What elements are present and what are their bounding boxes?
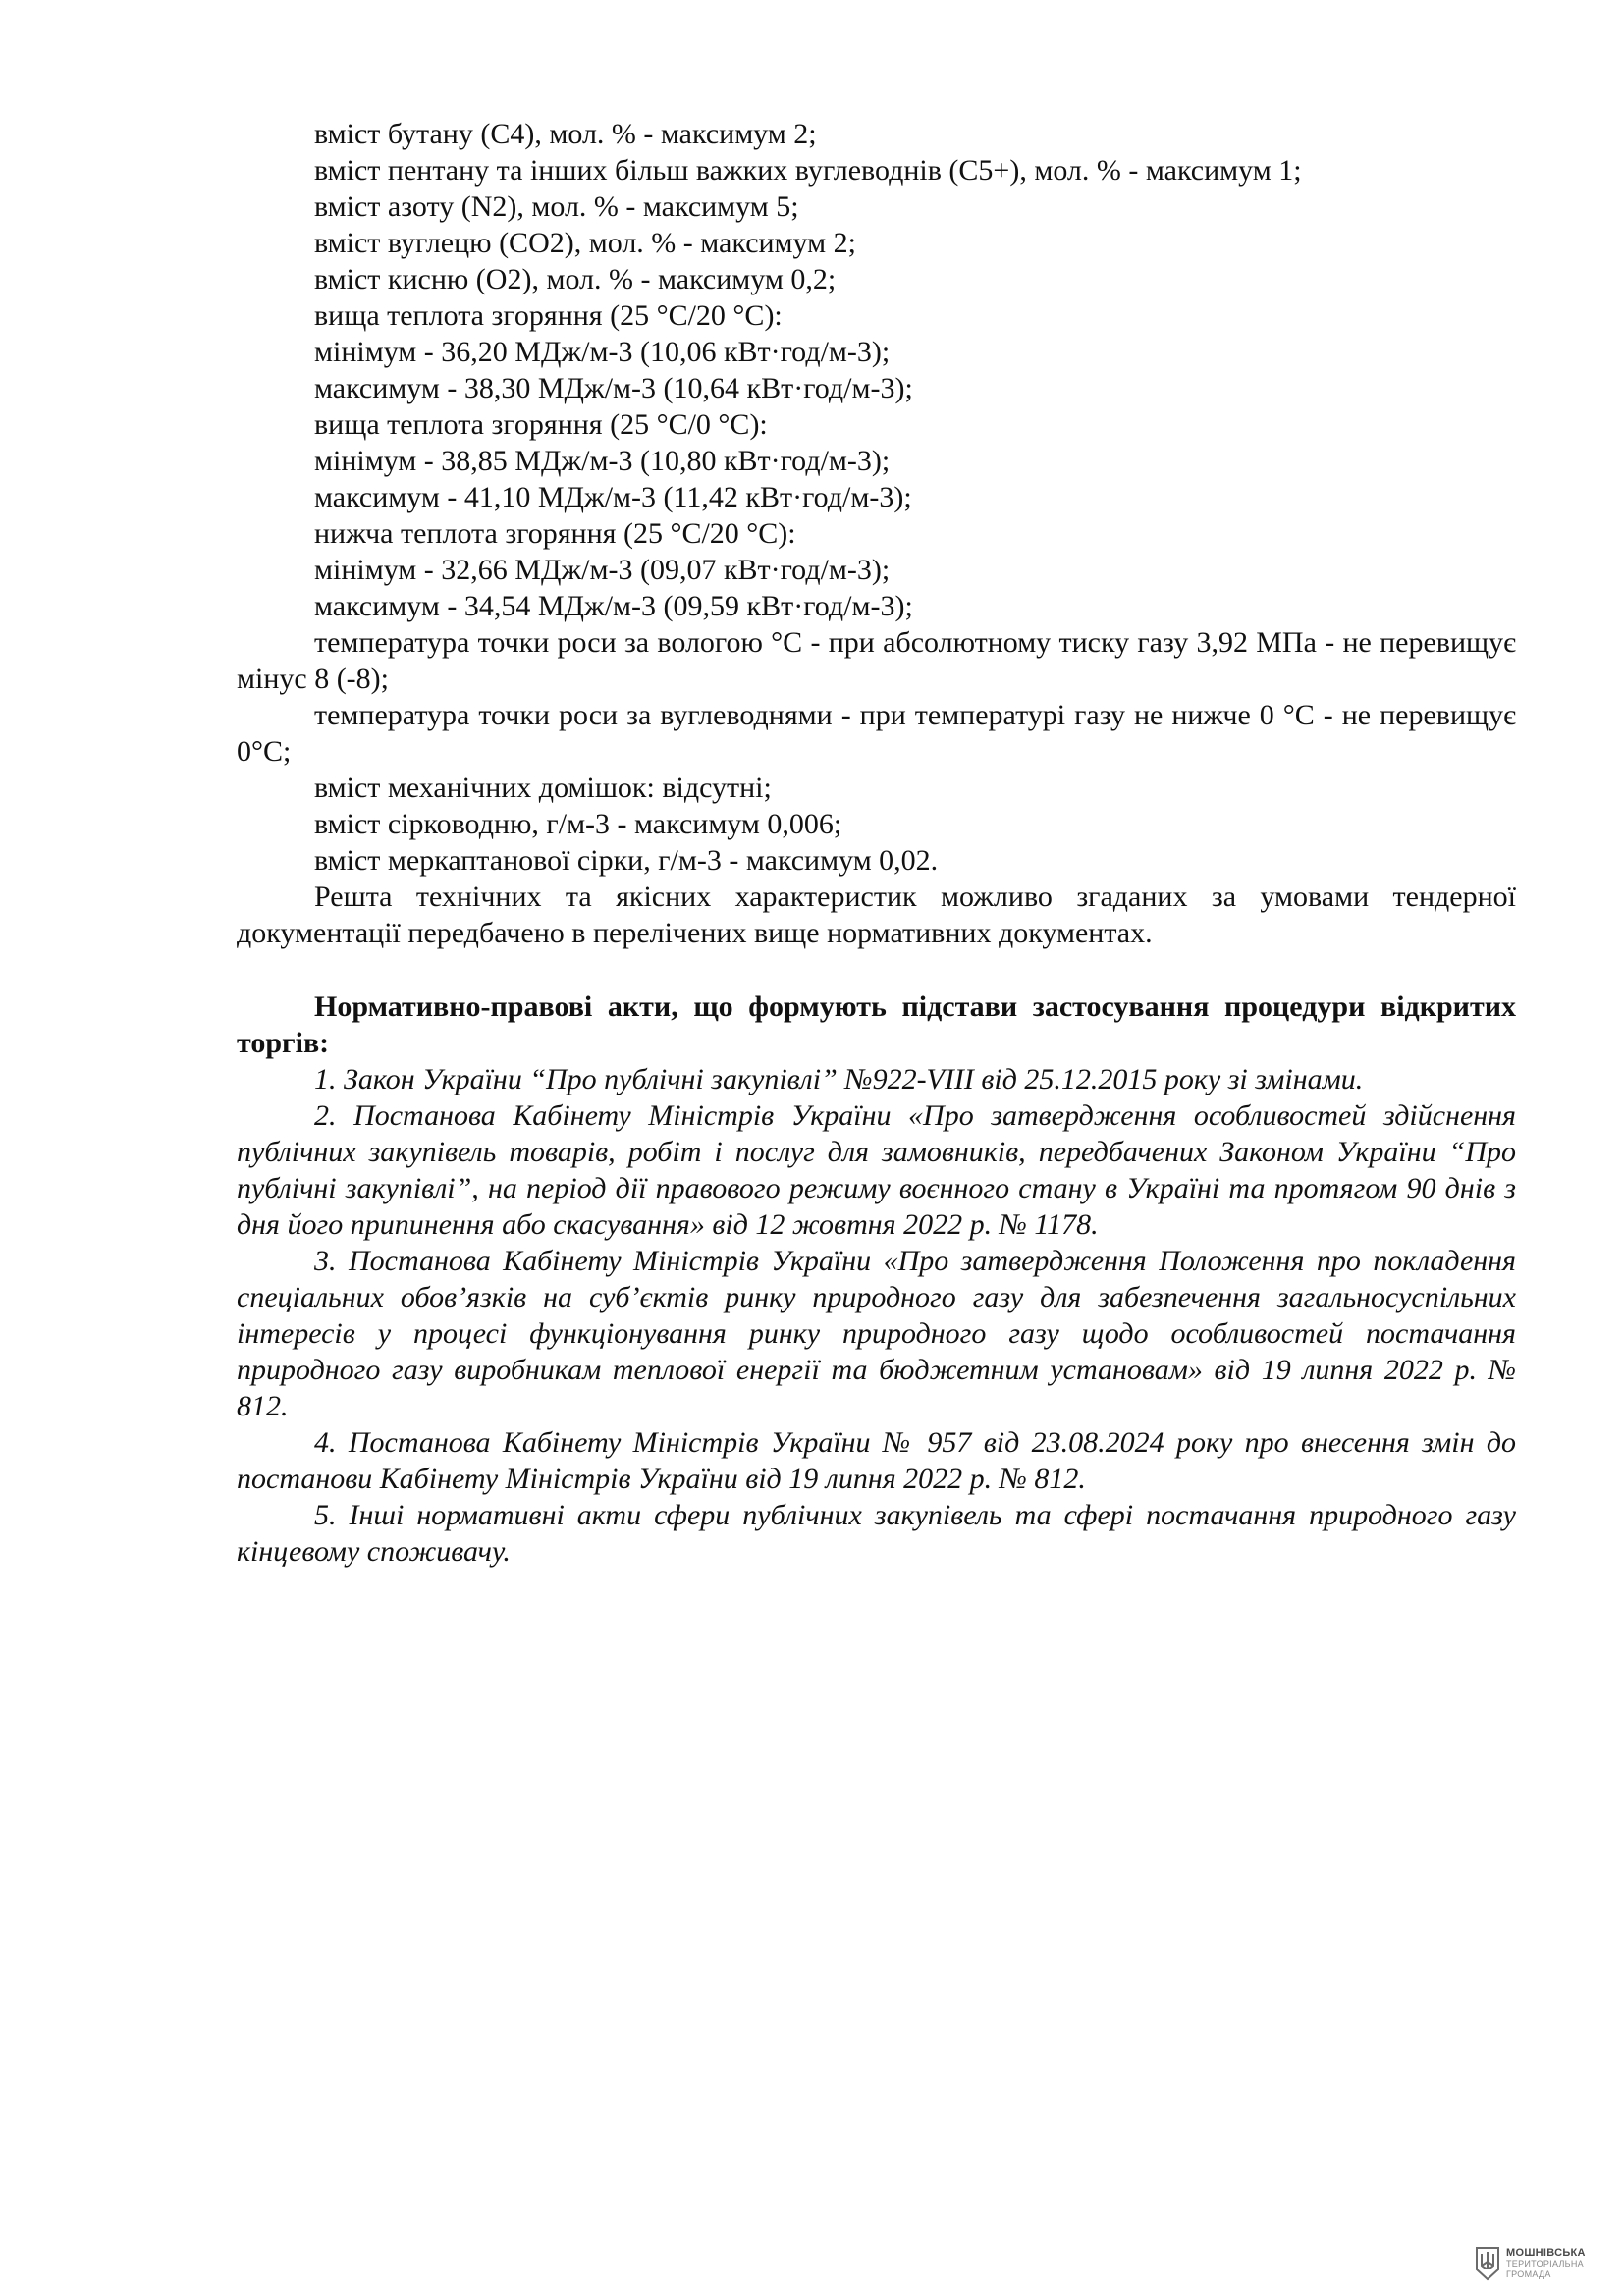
spec-pentane: вміст пентану та інших більш важких вуглеводнів (С5+), мол. % - максимум 1; <box>314 154 1302 187</box>
spec-gross-heat-20: вища теплота згоряння (25 °С/20 °С): <box>314 299 783 332</box>
spec-net-heat-20-min: мінімум - 32,66 МДж/м-3 (09,07 кВт·год/м-3); <box>314 554 891 586</box>
document-body <box>237 116 1516 1570</box>
remaining-characteristics-note: Решта технічних та якісних характеристик можливо згаданих за умовами тендерної документації передбачено в перелічених вище нормативних документах. <box>237 881 1516 949</box>
spec-dew-point-moisture: температура точки роси за вологою °С - при абсолютному тиску газу 3,92 МПа - не перевищує мінус 8 (-8); <box>237 626 1516 695</box>
spec-gross-heat-20-max: максимум - 38,30 МДж/м-3 (10,64 кВт·год/м-3); <box>314 372 913 404</box>
legal-acts-heading: Нормативно-правові акти, що формують підстави застосування процедури відкритих торгів: <box>237 990 1516 1059</box>
community-logo <box>1475 2246 1586 2281</box>
spec-mechanical-impurities: вміст механічних домішок: відсутні; <box>314 772 772 804</box>
logo-subtitle: ТЕРИТОРІАЛЬНА <box>1506 2258 1584 2269</box>
legal-act-item: 2. Постанова Кабінету Міністрів України «Про затвердження особливостей здійснення публічних закупівель товарів, робіт і послуг для замовників, передбачених Законом України “Про публічні закупівлі”, на період дії правового режиму воєнного стану в Україні та протягом 90 днів з дня його припинення або скасування» від 12 жовтня 2022 р. № 1178. <box>237 1099 1516 1241</box>
spec-net-heat-20: нижча теплота згоряння (25 °С/20 °С): <box>314 517 796 550</box>
spec-mercaptan-sulfur: вміст меркаптанової сірки, г/м-3 - максимум 0,02. <box>314 844 939 877</box>
section-spacer <box>237 951 1516 988</box>
legal-act-item: 4. Постанова Кабінету Міністрів України № 957 від 23.08.2024 року про внесення змін до постанови Кабінету Міністрів України від 19 липня 2022 р. № 812. <box>237 1426 1516 1495</box>
logo-name: МОШНІВСЬКА <box>1506 2246 1586 2259</box>
logo-subtitle: ГРОМАДА <box>1506 2269 1551 2279</box>
spec-gross-heat-20-min: мінімум - 36,20 МДж/м-3 (10,06 кВт·год/м-3); <box>314 336 891 368</box>
legal-act-item: 3. Постанова Кабінету Міністрів України «Про затвердження Положення про покладення спеціальних обов’язків на суб’єктів ринку природного газу для забезпечення загальносуспільних інтересів у процесі функціонування ринку природного газу щодо особливостей постачання природного газу виробникам теплової енергії та бюджетним установам» від 19 липня 2022 р. № 812. <box>237 1245 1516 1422</box>
spec-gross-heat-0-max: максимум - 41,10 МДж/м-3 (11,42 кВт·год/м-3); <box>314 481 912 513</box>
spec-net-heat-20-max: максимум - 34,54 МДж/м-3 (09,59 кВт·год/м-3); <box>314 590 913 622</box>
trident-emblem-icon <box>1475 2246 1500 2281</box>
spec-carbon-dioxide: вміст вуглецю (СО2), мол. % - максимум 2; <box>314 227 856 259</box>
spec-dew-point-hydrocarbons: температура точки роси за вуглеводнями - при температурі газу не нижче 0 °С - не перевищує 0°С; <box>237 699 1516 768</box>
spec-butane: вміст бутану (С4), мол. % - максимум 2; <box>314 118 817 150</box>
spec-gross-heat-0: вища теплота згоряння (25 °С/0 °С): <box>314 408 768 441</box>
spec-oxygen: вміст кисню (О2), мол. % - максимум 0,2; <box>314 263 837 295</box>
logo-text <box>1506 2248 1586 2280</box>
legal-act-item: 5. Інші нормативні акти сфери публічних закупівель та сфері постачання природного газу кінцевому споживачу. <box>237 1499 1516 1568</box>
spec-nitrogen: вміст азоту (N2), мол. % - максимум 5; <box>314 190 799 223</box>
spec-hydrogen-sulfide: вміст сірководню, г/м-3 - максимум 0,006; <box>314 808 842 840</box>
spec-gross-heat-0-min: мінімум - 38,85 МДж/м-3 (10,80 кВт·год/м-3); <box>314 445 891 477</box>
legal-act-item: 1. Закон України “Про публічні закупівлі” №922-VIII від 25.12.2015 року зі змінами. <box>314 1063 1364 1095</box>
